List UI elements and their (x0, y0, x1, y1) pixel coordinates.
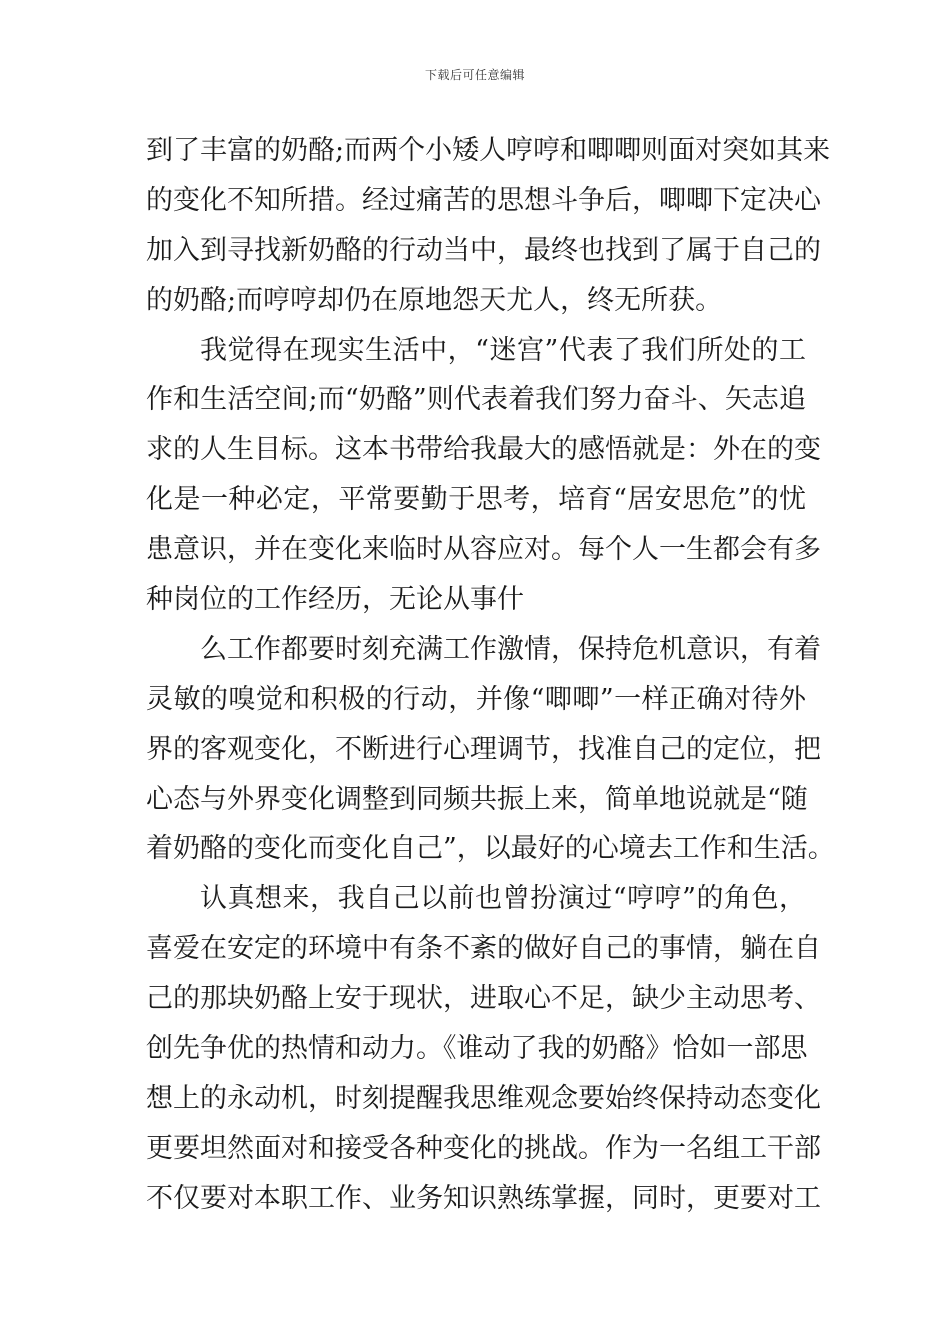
text-line: 化是一种必定，平常要勤于思考，培育“居安思危”的忧 (146, 484, 806, 516)
body-text (146, 126, 835, 1224)
text-line: 到了丰富的奶酪;而两个小矮人哼哼和唧唧则面对突如其来 (146, 135, 831, 166)
text-line: 种岗位的工作经历，无论从事什 (146, 584, 524, 616)
text-line: 己的那块奶酪上安于现状，进取心不足，缺少主动思考、 (146, 983, 821, 1015)
text-line: 作和生活空间;而“奶酪”则代表着我们努力奋斗、矢志追 (146, 384, 806, 416)
paragraph-start-line: 认真想来，我自己以前也曾扮演过“哼哼”的角色， (200, 883, 806, 915)
text-line: 更要坦然面对和接受各种变化的挑战。作为一名组工干部 (146, 1132, 821, 1164)
text-line: 创先争优的热情和动力。《谁动了我的奶酪》恰如一部思 (146, 1033, 808, 1065)
paragraph-start-line: 我觉得在现实生活中，“迷宫”代表了我们所处的工 (200, 334, 806, 366)
text-line: 心态与外界变化调整到同频共振上来，简单地说就是“随 (146, 783, 808, 815)
text-line: 想上的永动机，时刻提醒我思维观念要始终保持动态变化 (146, 1082, 821, 1114)
text-line: 求的人生目标。这本书带给我最大的感悟就是：外在的变 (146, 434, 821, 466)
text-line: 加入到寻找新奶酪的行动当中，最终也找到了属于自己的 (146, 234, 821, 266)
text-line: 的变化不知所措。经过痛苦的思想斗争后，唧唧下定决心 (146, 184, 821, 216)
download-note: 下载后可任意编辑 (424, 68, 525, 82)
text-line: 界的客观变化，不断进行心理调节，找准自己的定位，把 (146, 733, 821, 765)
paragraph-start-line: 么工作都要时刻充满工作激情，保持危机意识，有着 (200, 633, 821, 665)
text-line: 着奶酪的变化而变化自己”，以最好的心境去工作和生活。 (146, 833, 835, 865)
text-line: 患意识，并在变化来临时从容应对。每个人一生都会有多 (146, 534, 821, 566)
text-line: 不仅要对本职工作、业务知识熟练掌握，同时，更要对工 (146, 1182, 821, 1214)
text-line: 喜爱在安定的环境中有条不紊的做好自己的事情，躺在自 (146, 933, 821, 965)
text-line: 的奶酪;而哼哼却仍在原地怨天尤人，终无所获。 (146, 284, 723, 316)
text-line: 灵敏的嗅觉和积极的行动，并像“唧唧”一样正确对待外 (146, 683, 806, 715)
